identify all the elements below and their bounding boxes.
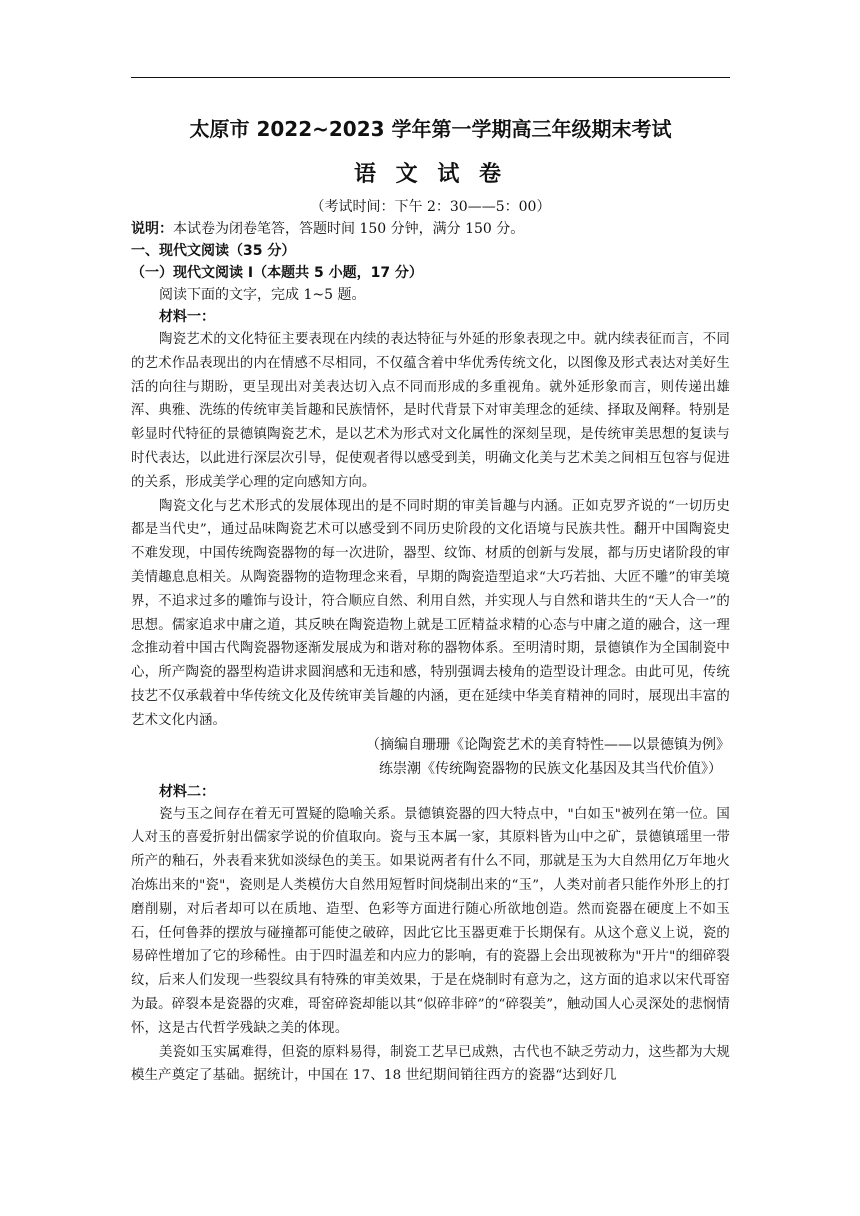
subject-title: 语 文 试 卷 <box>354 162 507 187</box>
header-rule <box>131 77 730 78</box>
material-1-paragraph-1: 陶瓷艺术的文化特征主要表现在内续的表达特征与外延的形象表现之中。就内续表征而言，不同的艺术作品表现出的内在情感不尽相同，不仅蕴含着中华优秀传统文化，以图像及形式表达对美好生活的向往与期盼，更呈现出对美表达切入点不同而形成的多重视角。就外延形象而言，则传递出雄浑、典雅、洗练的传统审美旨趣和民族情怀，是时代背景下对审美理念的延续、择取及阐释。特别是彰显时代特征的景德镇陶瓷艺术，是以艺术为形式对文化属性的深刻呈现，是传统审美思想的复读与时代表达，以此进行深层次引导，促使观者得以感受到美，明确文化美与艺术美之间相互包容与促进的关系，形成美学心理的定向感知方向。 <box>131 332 730 490</box>
material-2-paragraph-1: 瓷与玉之间存在着无可置疑的隐喻关系。景德镇瓷器的四大特点中，"白如玉"被列在第一位。国人对玉的喜爱折射出儒家学说的价值取向。瓷与玉本属一家，其原料皆为山中之矿，景德镇瑶里一带所产的釉石，外表看来犹如淡绿色的美玉。如果说两者有什么不同，那就是玉为大自然用亿万年地火冶炼出来的"瓷"，瓷则是人类模仿大自然用短暂时间烧制出来的“玉”，人类对前者只能作外形上的打磨削剔，对后者却可以在质地、造型、色彩等方面进行随心所欲地创造。然而瓷器在硬度上不如玉石，任何鲁莽的摆放与碰撞都可能使之破碎，因此它比玉器更难于长期保有。从这个意义上说，瓷的易碎性增加了它的珍稀性。由于四时温差和内应力的影响，有的瓷器上会出现被称为"开片"的细碎裂纹，后来人们发现一些裂纹具有特殊的审美效果，于是在烧制时有意为之，这方面的追求以宋代哥窑为最。碎裂本是瓷器的灾难，哥窑碎瓷却能以其“似碎非碎”的“碎裂美”，触动国人心灵深处的悲悯情怀，这是古代哲学残缺之美的体现。 <box>131 806 730 1036</box>
exam-time: （考试时间：下午 2：30——5：00） <box>310 199 551 215</box>
material-2-paragraph-2: 美瓷如玉实属难得，但瓷的原料易得，制瓷工艺早已成熟，古代也不缺乏劳动力，这些都为大规模生产奠定了基础。据统计，中国在 17、18 世纪期间销往西方的瓷器“达到好几 <box>131 1044 730 1084</box>
reading-directions: 阅读下面的文字，完成 1~5 题。 <box>159 287 366 303</box>
instructions <box>131 218 730 240</box>
exam-title: 太原市 2022~2023 学年第一学期高三年级期末考试 <box>189 117 672 141</box>
material-1-source-line-2: 练崇潮《传统陶瓷器物的民族文化基因及其当代价值》） <box>379 760 722 777</box>
section-heading: 一、现代文阅读（35 分） <box>131 243 296 259</box>
instructions-text: 本试卷为闭卷笔答，答题时间 150 分钟，满分 150 分。 <box>173 221 525 237</box>
exam-content <box>131 108 730 1088</box>
subsection-heading: （一）现代文阅读 I（本题共 5 小题，17 分） <box>131 265 423 281</box>
material-2-label: 材料二： <box>159 783 215 800</box>
material-1-paragraph-2: 陶瓷文化与艺术形式的发展体现出的是不同时期的审美旨趣与内涵。正如克罗齐说的“一切历史都是当代史”，通过品味陶瓷艺术可以感受到不同历史阶段的文化语境与民族共性。翻开中国陶瓷史不难发现，中国传统陶瓷器物的每一次进阶，器型、纹饰、材质的创新与发展，都与历史诸阶段的审美情趣息息相关。从陶瓷器物的造物理念来看，早期的陶瓷造型追求“大巧若拙、大匠不雕”的审美境界，不追求过多的雕饰与设计，符合顺应自然、利用自然，并实现人与自然和谐共生的“天人合一”的思想。儒家追求中庸之道，其反映在陶瓷造物上就是工匠精益求精的心态与中庸之道的融合，这一理念推动着中国古代陶瓷器物逐渐发展成为和谐对称的器物体系。至明清时期，景德镇作为全国制瓷中心，所产陶瓷的器型构造讲求圆润感和无违和感，特别强调去棱角的造型设计理念。由此可见，传统技艺不仅承载着中华传统文化及传统审美旨趣的内涵，更在延续中华美育精神的同时，展现出丰富的艺术文化内涵。 <box>131 498 730 728</box>
material-1-source-line-1: （摘编自珊珊《论陶瓷艺术的美育特性——以景德镇为例》 <box>366 736 730 753</box>
instructions-label: 说明： <box>131 221 173 237</box>
material-1-label: 材料一： <box>159 309 215 325</box>
